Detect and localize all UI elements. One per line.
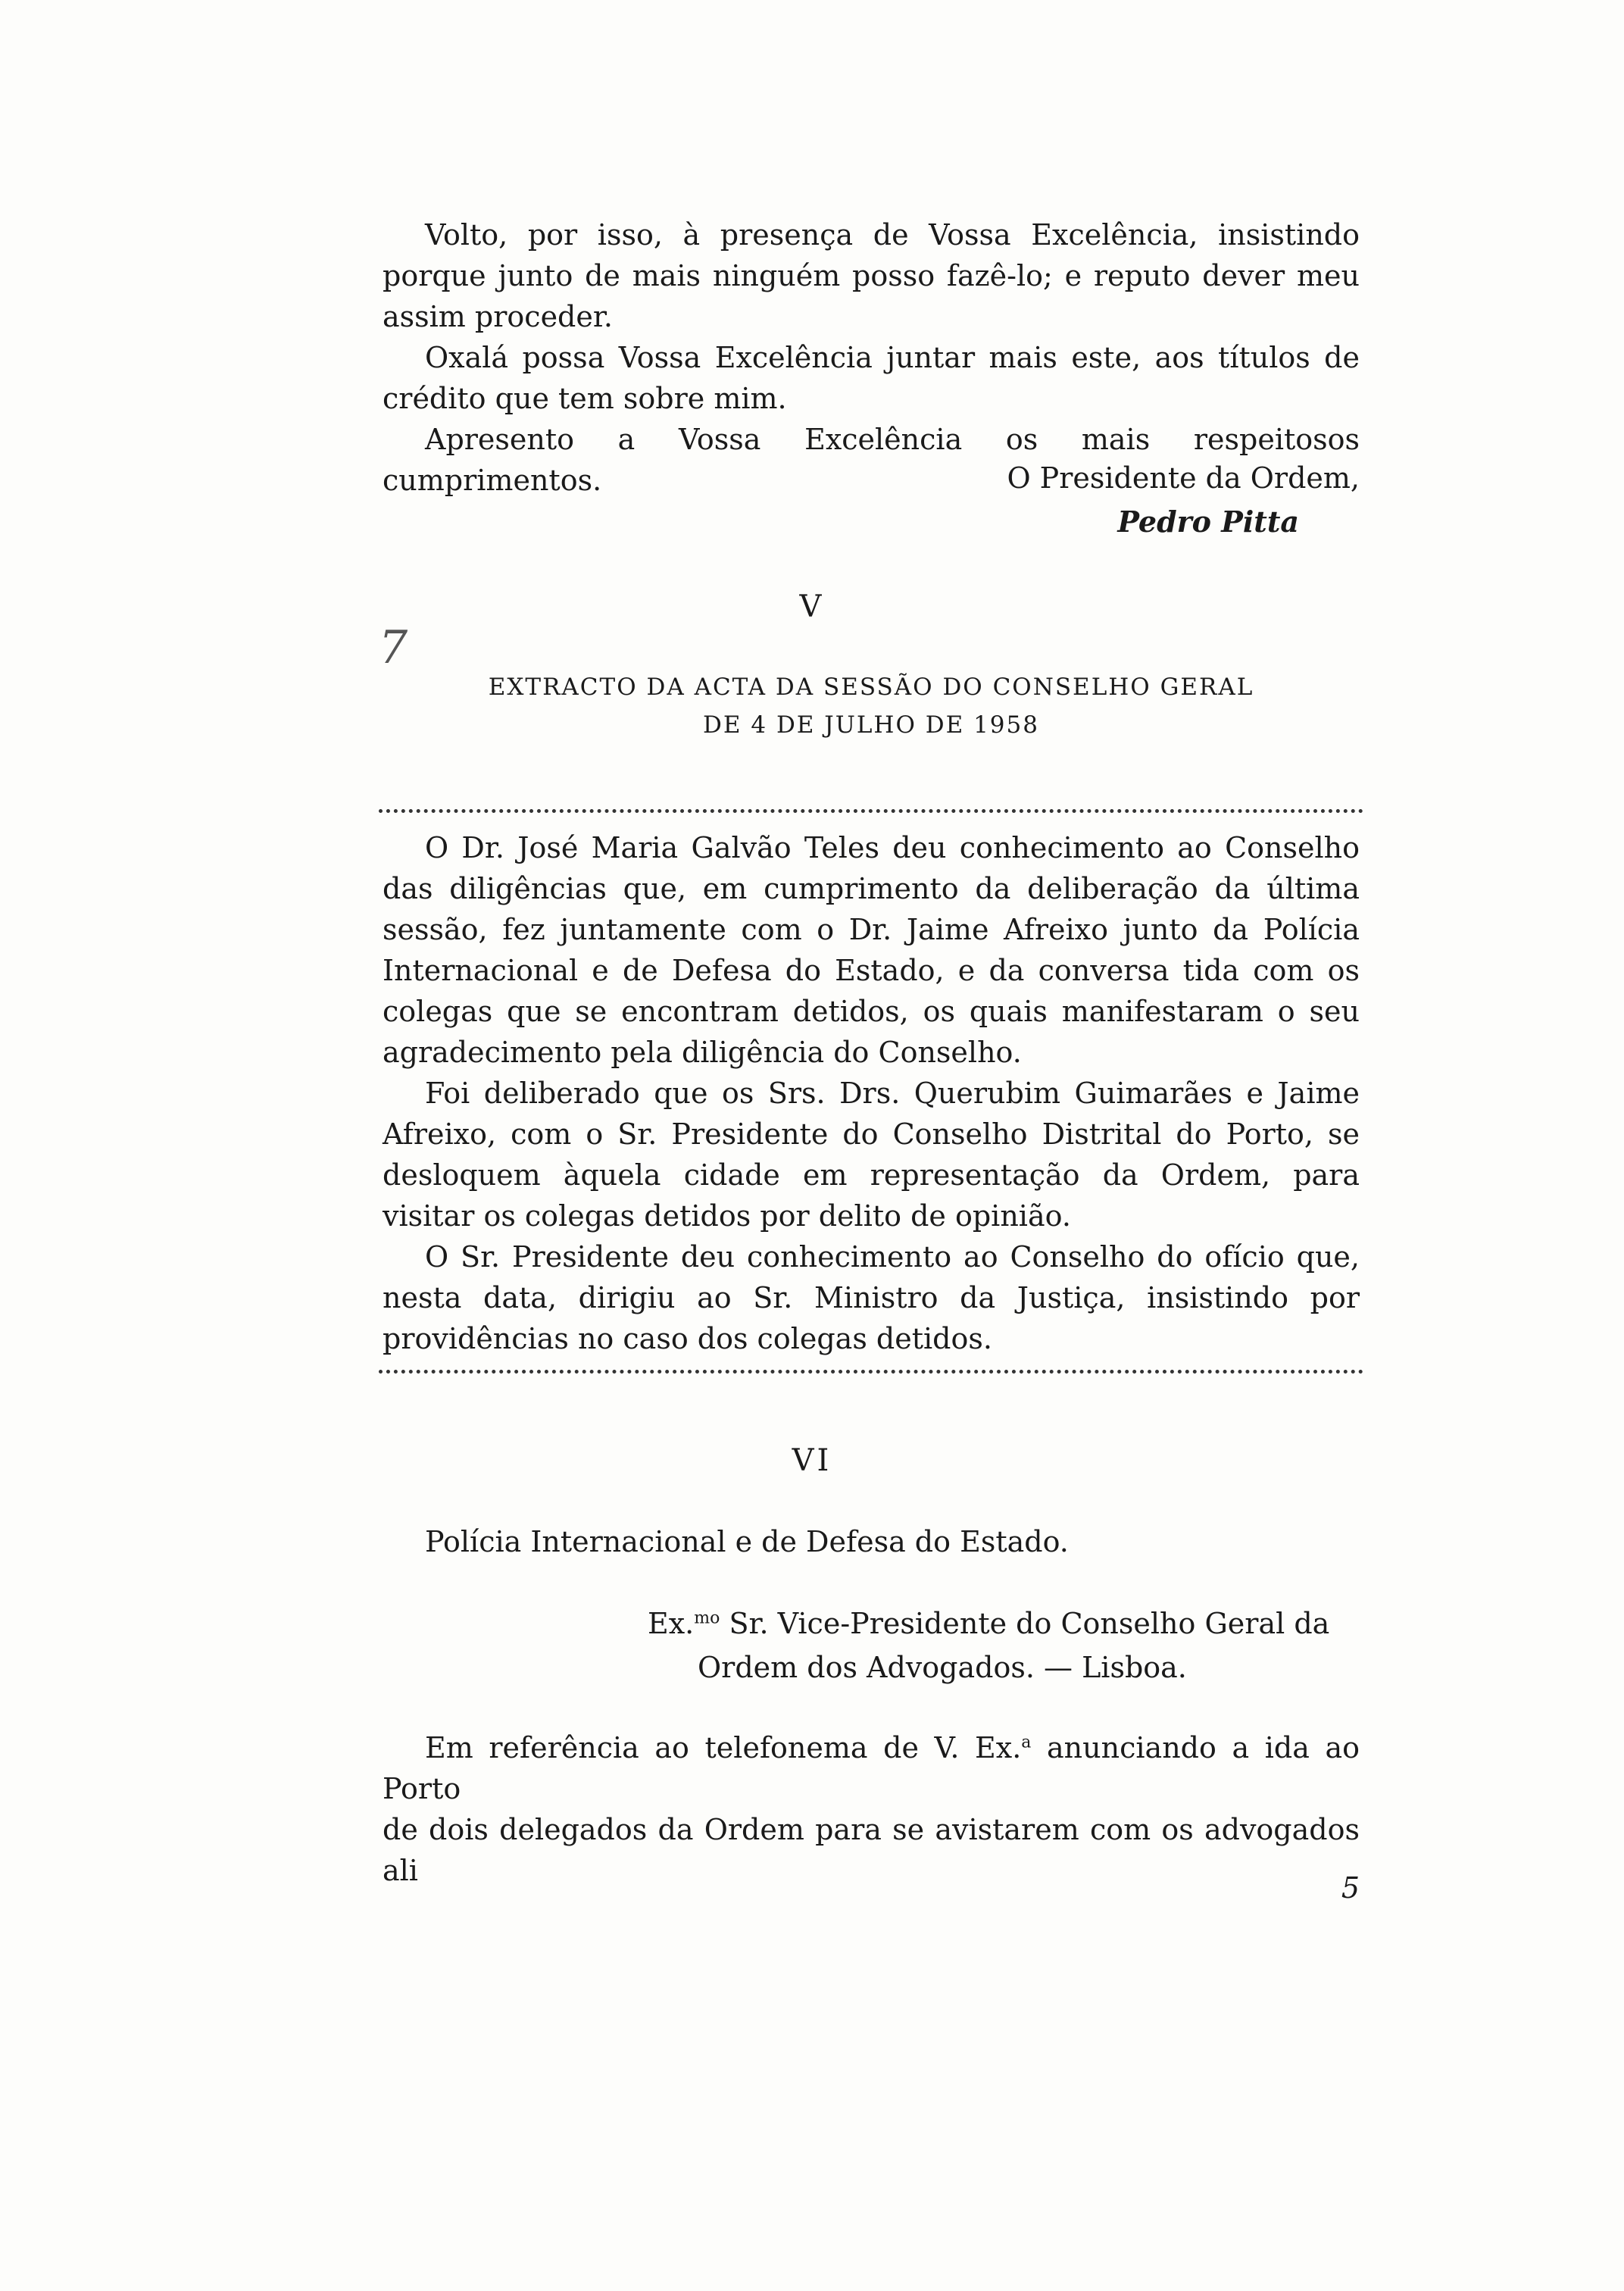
- paragraph: Apresento a Vossa Excelência os mais respeitosos cumprimentos.: [383, 423, 1360, 497]
- margin-mark: 7: [379, 621, 408, 674]
- section-number-v: V: [799, 589, 825, 624]
- dotted-separator: [379, 809, 1363, 813]
- address-prefix: Ex.: [648, 1607, 695, 1640]
- address-line: Ordem dos Advogados. — Lisboa.: [698, 1651, 1187, 1684]
- paragraph: O Sr. Presidente deu conhecimento ao Conselho do ofício que, nesta data, dirigiu ao Sr. Ministro da Justiça, insistindo por providências no caso dos colegas detidos.: [383, 1240, 1360, 1355]
- body-text: anunciando a ida ao Porto: [383, 1731, 1360, 1805]
- section-number-vi: VI: [792, 1443, 832, 1478]
- paragraph: O Dr. José Maria Galvão Teles deu conhecimento ao Conselho das diligências que, em cumprimento da deliberação da última sessão, fez juntamente com o Dr. Jaime Afreixo junto da Polícia Internacional e de Defesa do Estado, e da conversa tida com os colegas que se encontram detidos, os quais manifestaram o seu agradecimento pela diligência do Conselho.: [383, 831, 1360, 1069]
- address-text: Sr. Vice-Presidente do Conselho Geral da: [720, 1607, 1330, 1640]
- body-superscript: a: [1021, 1733, 1032, 1752]
- body-text: Em referência ao telefonema de V. Ex.: [425, 1731, 1022, 1764]
- minutes-extract: [383, 827, 1360, 1359]
- sender: Polícia Internacional e de Defesa do Estado.: [425, 1525, 1069, 1558]
- signature-title: O Presidente da Ordem,: [1007, 461, 1360, 495]
- body-line: [383, 1727, 1360, 1809]
- heading-line: EXTRACTO DA ACTA DA SESSÃO DO CONSELHO GERAL: [488, 674, 1254, 701]
- paragraph: Oxalá possa Vossa Excelência juntar mais este, aos títulos de crédito que tem sobre mim.: [383, 341, 1360, 415]
- address-block: [648, 1602, 1360, 1689]
- paragraph: Foi deliberado que os Srs. Drs. Querubim Guimarães e Jaime Afreixo, com o Sr. Presidente do Conselho Distrital do Porto, se desloquem àquela cidade em representação da Ordem, para visitar os colegas detidos por delito de opinião.: [383, 1077, 1360, 1233]
- dotted-separator: [379, 1370, 1363, 1374]
- page-number: 5: [1341, 1871, 1360, 1905]
- sender-line: [383, 1521, 1360, 1562]
- section-heading: [383, 668, 1360, 744]
- signature-name: Pedro Pitta: [1117, 505, 1299, 539]
- address-line: [648, 1602, 1360, 1646]
- signature-block: [833, 456, 1360, 544]
- letter-body: [383, 1727, 1360, 1891]
- heading-line: DE 4 DE JULHO DE 1958: [703, 711, 1039, 739]
- paragraph: Volto, por isso, à presença de Vossa Excelência, insistindo porque junto de mais ninguém posso fazê-lo; e reputo dever meu assim proceder.: [383, 218, 1360, 333]
- body-line: de dois delegados da Ordem para se avistarem com os advogados ali: [383, 1813, 1360, 1887]
- address-superscript: mo: [694, 1608, 720, 1628]
